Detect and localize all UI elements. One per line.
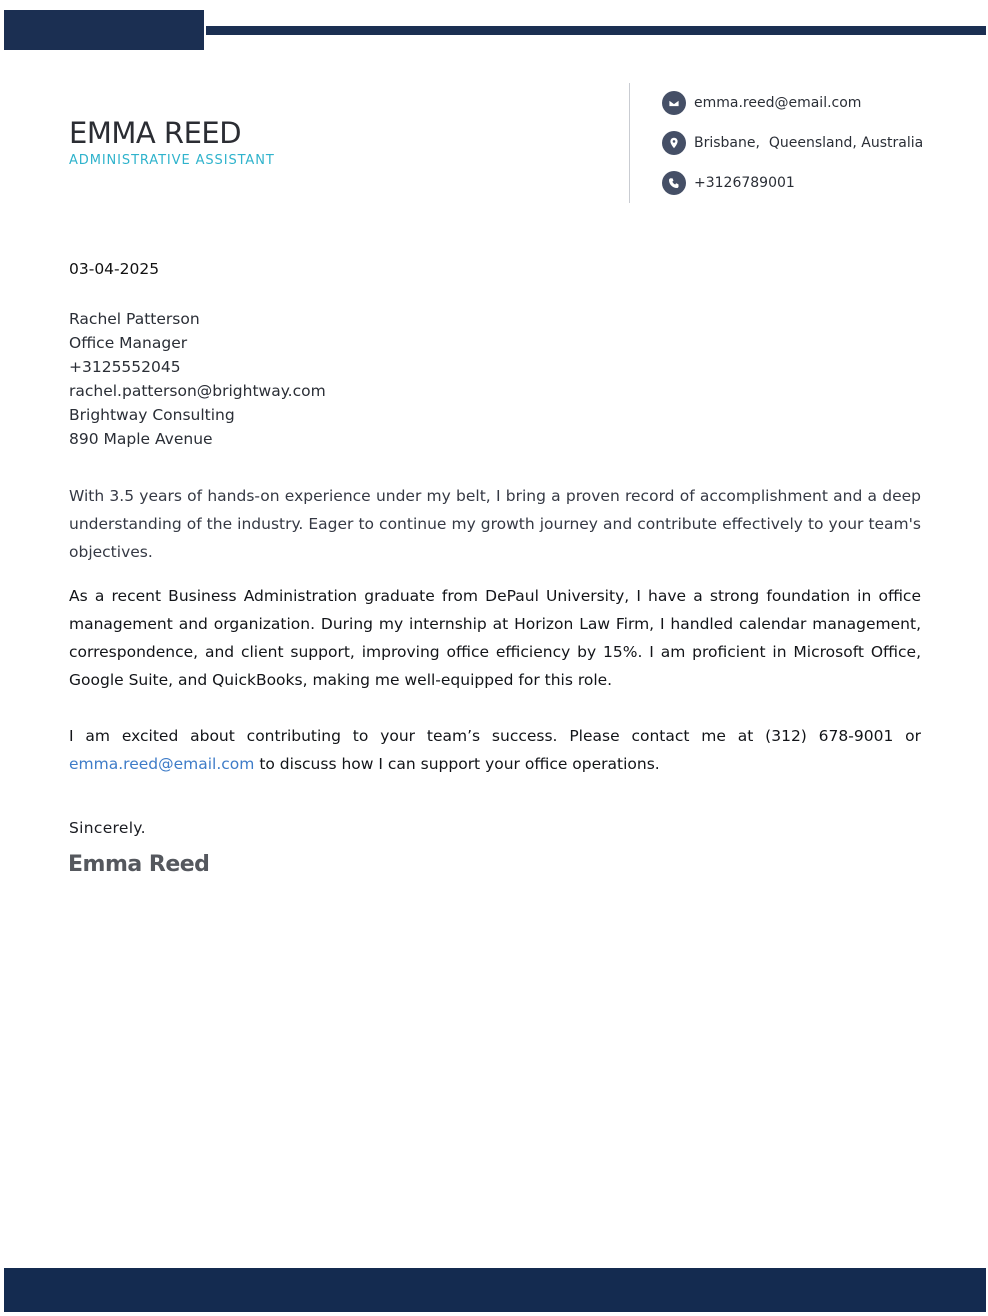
contact-location-text: Brisbane, Queensland, Australia bbox=[694, 135, 924, 151]
contact-phone-text: +3126789001 bbox=[694, 175, 795, 191]
body-paragraph-3-outro: to discuss how I can support your office operations. bbox=[254, 755, 660, 773]
contact-location bbox=[662, 131, 923, 155]
body-paragraph-2: As a recent Business Administration graduate from DePaul University, I have a strong foundation in office management and organization. During my internship at Horizon Law Firm, I handled calendar management, correspondence, and client support, improving office efficiency by 15%. I am proficient in Microsoft Office, Google Suite, and QuickBooks, making me well-equipped for this role. bbox=[69, 587, 921, 689]
body-paragraph-3 bbox=[69, 722, 921, 778]
recipient-block bbox=[69, 307, 326, 451]
letter-closing: Sincerely. bbox=[69, 819, 146, 837]
phone-icon bbox=[662, 171, 686, 195]
body-paragraph-1: With 3.5 years of hands-on experience under my belt, I bring a proven record of accomplishment and a deep understanding of the industry. Eager to continue my growth journey and contribute effectively to your team's objectives. bbox=[69, 487, 921, 561]
email-link[interactable]: emma.reed@email.com bbox=[69, 755, 255, 773]
contact-email bbox=[662, 91, 861, 115]
location-pin-icon bbox=[662, 131, 686, 155]
envelope-icon bbox=[662, 91, 686, 115]
contact-email-text: emma.reed@email.com bbox=[694, 95, 862, 111]
body-paragraph-3-intro: I am excited about contributing to your team’s success. Please contact me at (312) 678-9001 or bbox=[69, 727, 921, 745]
header-divider bbox=[629, 83, 630, 203]
recipient-address: 890 Maple Avenue bbox=[69, 430, 213, 448]
letter-date: 03-04-2025 bbox=[69, 260, 160, 278]
recipient-company: Brightway Consulting bbox=[69, 406, 235, 424]
recipient-email: rachel.patterson@brightway.com bbox=[69, 382, 326, 400]
contact-phone bbox=[662, 171, 795, 195]
applicant-name: EMMA REED bbox=[69, 116, 242, 150]
header-rule-decoration bbox=[206, 26, 986, 35]
recipient-phone: +3125552045 bbox=[69, 358, 181, 376]
recipient-name: Rachel Patterson bbox=[69, 310, 200, 328]
footer-bar-decoration bbox=[4, 1268, 986, 1312]
recipient-role: Office Manager bbox=[69, 334, 188, 352]
letter-signature: Emma Reed bbox=[68, 852, 210, 877]
applicant-job-title: ADMINISTRATIVE ASSISTANT bbox=[69, 153, 275, 168]
header-block-decoration bbox=[4, 10, 204, 50]
